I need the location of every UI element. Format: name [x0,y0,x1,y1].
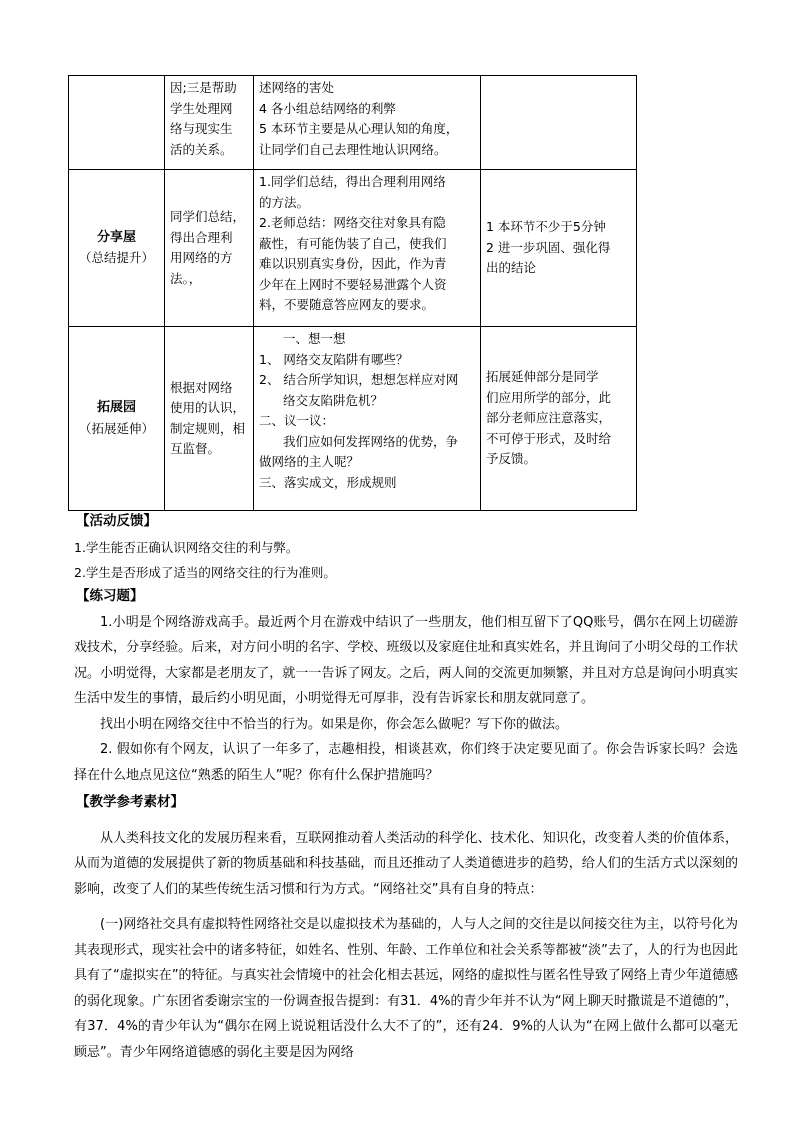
note-cell [481,170,637,327]
content-line: 料，不要随意答应网友的要求。 [259,297,435,312]
note-line: 拓展延伸部分是同学 [486,369,599,385]
content-line: 1、 网络交友陷阱有哪些？ [259,351,409,367]
feedback-title: 【活动反馈】 [76,513,157,529]
content-line: 一、想一想 [283,331,346,346]
stage-title: 拓展园 [96,400,136,415]
goal-line: 法。， [170,270,202,286]
material-paragraph: (一)网络社交具有虚拟特性网络社交是以虚拟技术为基础的，人与人之间的交往是以间接交往为主，以符号化为其表现形式，现实社会中的诸多特征，如姓名、性别、年龄、工作单位和社会关系等都被“淡”去了，人的行为也因此具有了“虚拟实在”的特征。与真实社会情境中的社会化相去甚远，网络的虚拟性与匿名性导致了网络上青少年道德感的弱化现象。广东团省委谢宗宝的一份调查报告提到：有31．4%的青少年并不认为“网上聊天时撒谎是不道德的”，有37．4%的青少年认为“偶尔在网上说说粗话没什么大不了的”，还有24．9%的人认为“在网上做什么都可以毫无顾忌”。青少年网络道德感的弱化主要是因为网络 [74,917,738,1060]
material-paragraph: 从人类科技文化的发展历程来看，互联网推动着人类活动的科学化、技术化、知识化，改变着人类的价值体系，从而为道德的发展提供了新的物质基础和科技基础，而且还推动了人类道德进步的趋势，给人们的生活方式以深刻的影响，改变了人们的某些传统生活习惯和行为方式。“网络社交”具有自身的特点： [74,830,738,897]
goal-line: 同学们总结， [170,209,246,224]
feedback-item: 2.学生是否形成了适当的网络交往的行为准则。 [74,565,336,580]
content-line: 蔽性，有可能伪装了自己，使我们 [259,235,447,251]
exercise-section [74,584,738,788]
content-line: 让同学们自己去理性地认识网络。 [259,141,447,157]
goal-line: 络与现实生 [170,121,233,136]
goal-line: 互监督。 [170,441,221,456]
goal-line: 使用的认识， [170,400,246,415]
note-line: 不可停于形式，及时给 [486,430,612,446]
stage-cell [69,170,165,327]
stage-cell [69,76,165,170]
goal-cell [165,76,254,170]
note-line: 1 本环节不少于5分钟 [486,219,606,235]
note-line: 予反馈。 [486,451,537,467]
content-line: 5 本环节主要是从心理认知的角度， [259,121,459,136]
goal-line: 活的关系。 [170,141,233,157]
feedback-item: 1.学生能否正确认识网络交往的利与弊。 [74,539,299,555]
goal-line: 学生处理网 [170,100,233,116]
content-line: 二、议一议： [259,413,335,428]
content-line: 三、落实成文，形成规则 [259,474,397,490]
content-line: 难以识别真实身份，因此，作为青 [259,256,447,271]
table-row [69,76,637,170]
stage-subtitle: （总结提升） [78,250,154,265]
table-row [69,170,637,327]
content-line: 做网络的主人呢？ [259,454,360,469]
lesson-plan-table [68,75,637,511]
goal-line: 因;三是帮助 [170,80,237,95]
goal-line: 得出合理利 [170,229,233,245]
goal-cell [165,170,254,327]
exercise-task: 找出小明在网络交往中不恰当的行为。如果是你，你会怎么做呢？写下你的做法。 [100,716,569,732]
content-line: 我们应如何发挥网络的优势，争 [283,433,459,449]
content-line: 2、 结合所学知识，想想怎样应对网 [259,372,459,387]
content-cell [254,327,481,511]
content-line: 络交友陷阱危机？ [283,392,384,408]
content-line: 2.老师总结：网络交往对象具有隐 [259,215,446,230]
content-line: 的方法。 [259,194,310,210]
content-cell [254,170,481,327]
goal-line: 制定规则，相 [170,420,246,436]
stage-title: 分享屋 [96,229,136,245]
feedback-section [74,509,738,586]
note-line: 部分老师应注意落实， [486,410,612,426]
exercise-title: 【练习题】 [76,588,144,604]
exercise-question-2: 2. 假如你有个网友，认识了一年多了，志趣相投，相谈甚欢，你们终于决定要见面了。你会告诉家长吗？会选择在什么地点见这位“熟悉的陌生人”呢？你有什么保护措施吗？ [74,742,738,783]
exercise-question-1: 1.小明是个网络游戏高手。最近两个月在游戏中结识了一些朋友，他们相互留下了QQ账号，偶尔在网上切磋游戏技术，分享经验。后来，对方问小明的名字、学校、班级以及家庭住址和真实姓名，并且询问了小明父母的工作状况。小明觉得，大家都是老朋友了，就一一告诉了网友。之后，两人间的交流更加频繁，并且对方总是询问小明真实生活中发生的事情，最后约小明见面，小明觉得无可厚非，没有告诉家长和朋友就同意了。 [74,614,738,706]
stage-cell [69,327,165,511]
note-cell [481,327,637,511]
goal-cell [165,327,254,511]
note-line: 2 进一步巩固、强化得 [486,239,611,255]
content-line: 4 各小组总结网络的利弊 [259,100,396,116]
note-cell [481,76,637,170]
content-line: 1.同学们总结，得出合理利用网络 [259,174,446,189]
material-title: 【教学参考素材】 [76,794,184,810]
stage-subtitle: （拓展延伸） [78,420,154,436]
table-row [69,327,637,511]
note-line: 出的结论 [486,260,537,276]
material-section [74,790,738,1065]
content-cell [254,76,481,170]
goal-line: 根据对网络 [170,379,233,395]
goal-line: 用网络的方 [170,250,233,265]
content-line: 述网络的害处 [259,80,335,95]
note-line: 们应用所学的部分，此 [486,389,612,405]
content-line: 少年在上网时不要轻易泄露个人资 [259,276,447,292]
